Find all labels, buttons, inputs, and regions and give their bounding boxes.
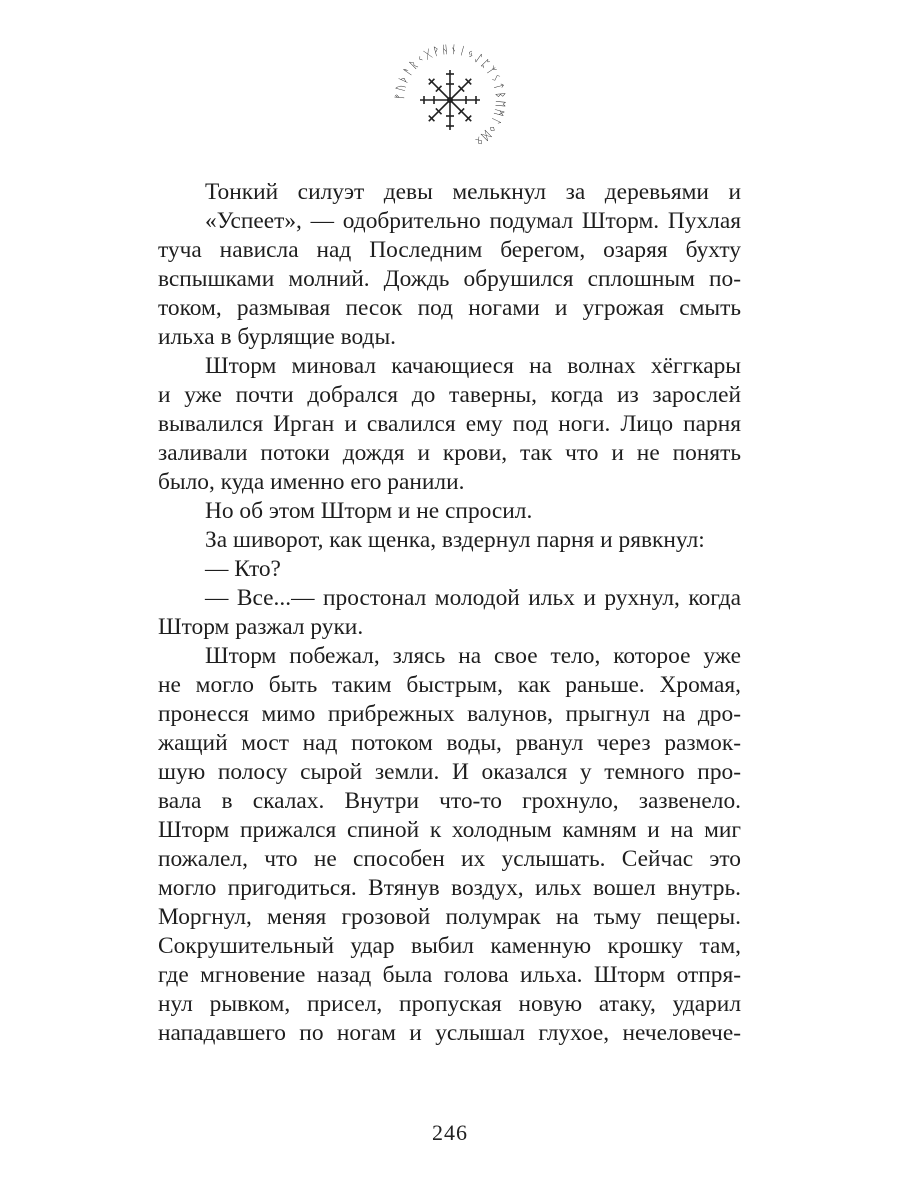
text-line: Тонкий силуэт девы мелькнул за деревьями и (205, 179, 741, 205)
text-line: вспышками молний. Дождь обрушился сплошным по- (158, 266, 741, 292)
text-line: Шторм побежал, злясь на свое тело, которое уже (205, 643, 741, 669)
vegvisir-emblem-icon (392, 42, 508, 158)
text-line: не могло быть таким быстрым, как раньше. Хромая, (158, 672, 741, 698)
text-line: током, размывая песок под ногами и угрожая смыть (158, 295, 741, 321)
text-line: Шторм разжал руки. (158, 614, 364, 640)
text-line: нападавшего по ногам и услышал глухое, нечеловече- (158, 1020, 741, 1046)
text-line: Шторм миновал качающиеся на волнах хёггкары (205, 353, 741, 379)
body-text (158, 178, 741, 1048)
text-line: было, куда именно его ранили. (158, 469, 465, 495)
text-line: ильха в бурлящие воды. (158, 324, 397, 350)
text-line: могло пригодиться. Втянув воздух, ильх вошел внутрь. (158, 875, 741, 901)
text-line: заливали потоки дождя и крови, так что и не понять (158, 440, 741, 466)
text-line: пронесся мимо прибрежных валунов, прыгнул на дро- (158, 701, 741, 727)
page-number: 246 (432, 1120, 468, 1145)
text-line: За шиворот, как щенка, вздернул парня и рявкнул: (205, 527, 705, 553)
text-line: — Все...— простонал молодой ильх и рухнул, когда (205, 585, 741, 611)
text-line: где мгновение назад была голова ильха. Шторм отпря- (158, 962, 741, 988)
text-line: нул рывком, присел, пропуская новую атаку, ударил (158, 991, 741, 1017)
text-line: вала в скалах. Внутри что-то грохнуло, зазвенело. (158, 788, 741, 814)
text-line: «Успеет», — одобрительно подумал Шторм. Пухлая (205, 208, 741, 234)
text-line: и уже почти добрался до таверны, когда из зарослей (158, 382, 741, 408)
text-line: Шторм прижался спиной к холодным камням и на миг (158, 817, 741, 843)
text-line: Сокрушительный удар выбил каменную крошку там, (158, 933, 741, 959)
text-line: пожалел, что не способен их услышать. Сейчас это (158, 846, 741, 872)
text-line: вывалился Ирган и свалился ему под ноги. Лицо парня (158, 411, 741, 437)
text-line: Но об этом Шторм и не спросил. (205, 498, 533, 524)
text-line: шую полосу сырой земли. И оказался у темного про- (158, 759, 741, 785)
text-line: жащий мост над потоком воды, рванул через размок- (158, 730, 741, 756)
text-line: туча нависла над Последним берегом, озаряя бухту (158, 237, 741, 263)
text-line: Моргнул, меняя грозовой полумрак на тьму пещеры. (158, 904, 741, 930)
text-line: — Кто? (205, 556, 281, 582)
svg-text:ᚠᚢᚦᚨᚱᚲᚷᚹᚺᚾᛁᛃᛇᛈᛉᛊᛏᛒᛖᛗᛚᛜᛞᛟ: ᚠᚢᚦᚨᚱᚲᚷᚹᚺᚾᛁᛃᛇᛈᛉᛊᛏᛒᛖᛗᛚᛜᛞᛟ (392, 42, 508, 150)
